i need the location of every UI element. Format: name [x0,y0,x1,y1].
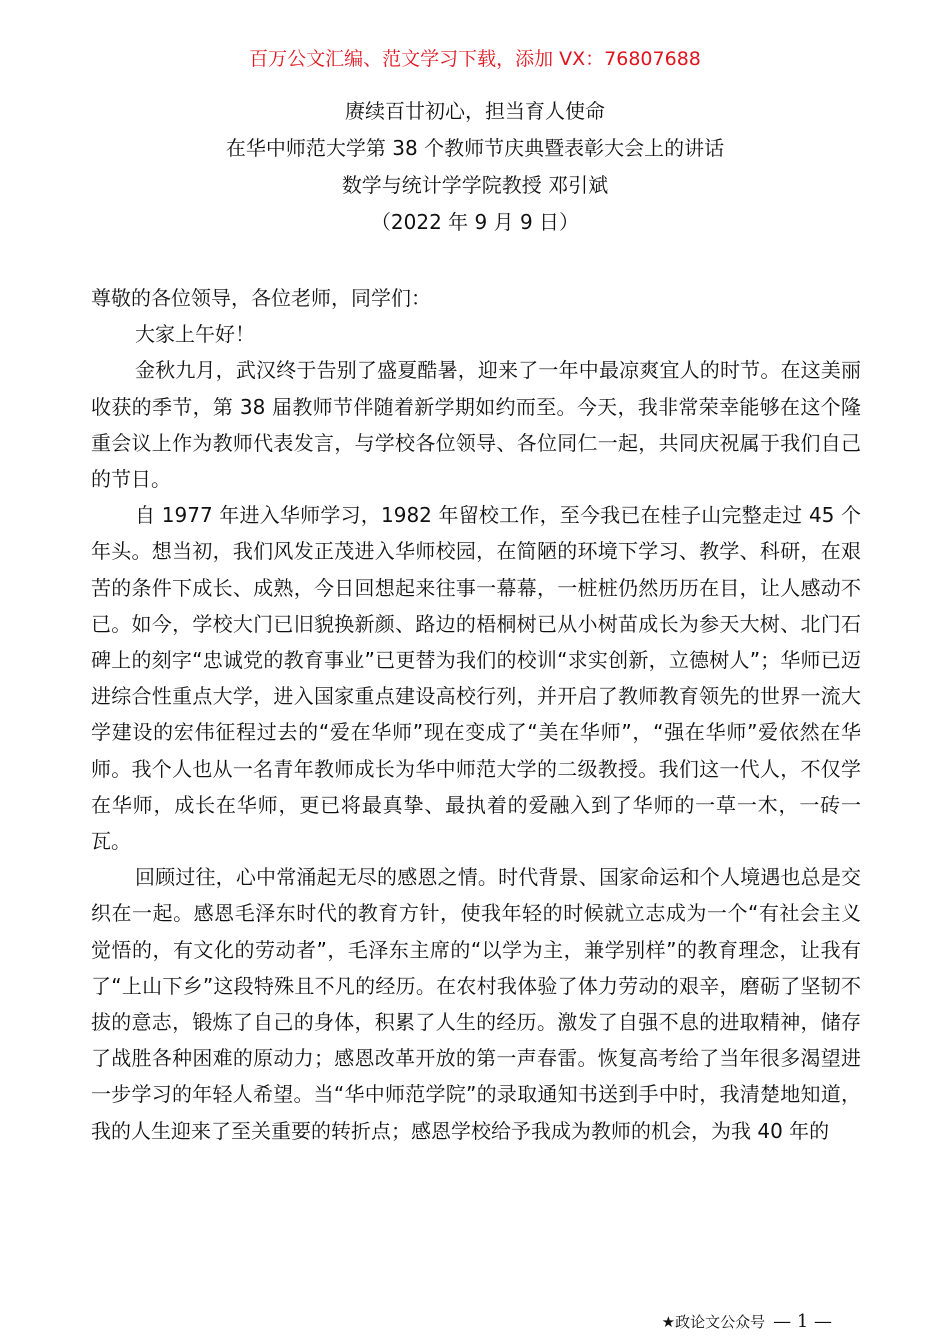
greeting: 大家上午好！ [135,322,255,347]
salutation: 尊敬的各位领导，各位老师，同学们： [91,286,431,310]
header-note: 百万公文汇编、范文学习下载，添加 VX：76807688 [249,48,701,70]
speech-body [91,280,861,1149]
footer-label: ★政论文公众号 [661,1313,766,1331]
speaker-line: 数学与统计学学院教授 邓引斌 [341,173,609,197]
page-footer [662,1312,832,1332]
paragraph-2: 自 1977 年进入华师学习，1982 年留校工作，至今我已在桂子山完整走过 45 个年头。想当初，我们风发正茂进入华师校园，在简陋的环境下学习、教学、科研，在艰苦的条件下成长、成熟，今日回想起来往事一幕幕，一桩桩仍然历历在目，让人感动不已。如今，学校大门已旧貌换新颜、路边的梧桐树已从小树苗成长为参天大树、北门石碑上的刻字“忠诚党的教育事业”已更替为我们的校训“求实创新，立德树人”；华师已迈进综合性重点大学，进入国家重点建设高校行列，并开启了教师教育领先的世界一流大学建设的宏伟征程过去的“爱在华师”现在变成了“美在华师”，“强在华师”爱依然在华师。我个人也从一名青年教师成长为华中师范大学的二级教授。我们这一代人，不仅学在华师，成长在华师，更已将最真挚、最执着的爱融入到了华师的一草一木，一砖一瓦。 [91,503,861,854]
speech-date: （2022 年 9 月 9 日） [370,210,580,234]
page-number: — 1 — [773,1311,832,1332]
title-block [0,93,950,241]
speech-occasion: 在华中师范大学第 38 个教师节庆典暨表彰大会上的讲话 [225,136,725,160]
paragraph-1: 金秋九月，武汉终于告别了盛夏酷暑，迎来了一年中最凉爽宜人的时节。在这美丽收获的季节，第 38 届教师节伴随着新学期如约而至。今天，我非常荣幸能够在这个隆重会议上作为教师代表发言，与学校各位领导、各位同仁一起，共同庆祝属于我们自己的节日。 [91,358,861,492]
paragraph-3: 回顾过往，心中常涌起无尽的感恩之情。时代背景、国家命运和个人境遇也总是交织在一起。感恩毛泽东时代的教育方针，使我年轻的时候就立志成为一个“有社会主义觉悟的，有文化的劳动者”，毛泽东主席的“以学为主，兼学别样”的教育理念，让我有了“上山下乡”这段特殊且不凡的经历。在农村我体验了体力劳动的艰辛，磨砺了坚韧不拔的意志，锻炼了自己的身体，积累了人生的经历。激发了自强不息的进取精神，储存了战胜各种困难的原动力；感恩改革开放的第一声春雷。恢复高考给了当年很多渴望进一步学习的年轻人希望。当“华中师范学院”的录取通知书送到手中时，我清楚地知道，我的人生迎来了至关重要的转折点；感恩学校给予我成为教师的机会，为我 40 年的 [91,865,861,1143]
speech-title: 赓续百廿初心，担当育人使命 [345,99,605,123]
